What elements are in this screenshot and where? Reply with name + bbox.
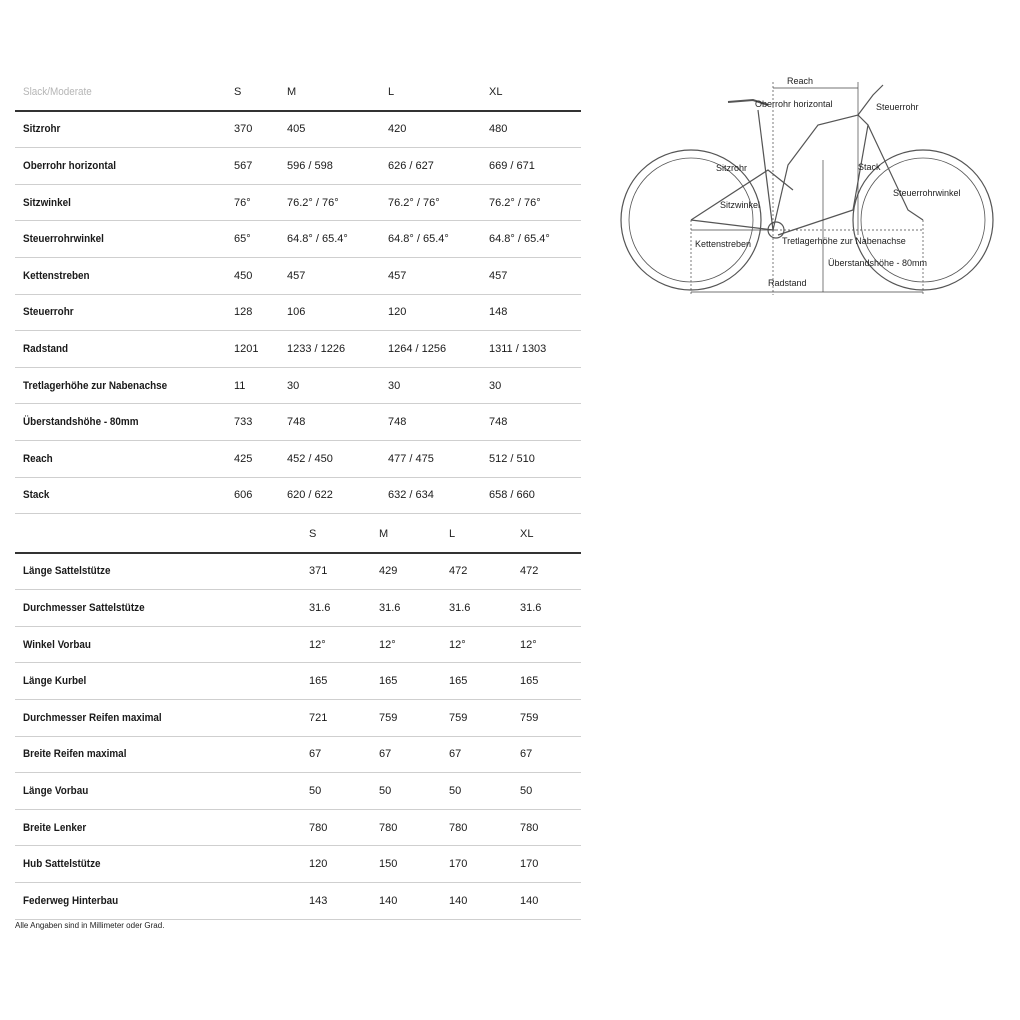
cell-value: 12° [449,638,466,651]
cell-value: 76.2° / 76° [388,196,440,209]
cell-value: 143 [309,894,328,907]
label-tretlager: Tretlagerhöhe zur Nabenachse [782,236,906,246]
cell-value: 606 [234,489,253,502]
cell-value: 106 [287,306,306,319]
row-label: Tretlagerhöhe zur Nabenachse [23,379,168,392]
row-label: Reach [23,452,53,465]
table-row [15,441,581,478]
cell-value: 632 / 634 [388,489,434,502]
label-radstand: Radstand [768,278,807,288]
label-sitzwinkel: Sitzwinkel [720,200,761,210]
row-label: Sitzrohr [23,123,61,136]
cell-value: 1201 [234,342,259,355]
cell-value: 425 [234,452,253,465]
cell-value: 721 [309,711,328,724]
fork [868,125,923,220]
label-steuerrohrwinkel: Steuerrohrwinkel [893,188,961,198]
table-row [15,846,581,883]
table-row [15,700,581,737]
label-ueberstand: Überstandshöhe - 80mm [828,258,928,268]
cell-value: 30 [287,379,300,392]
row-label: Länge Sattelstütze [23,565,111,578]
cell-value: 12° [309,638,326,651]
cell-value: 452 / 450 [287,452,333,465]
cell-value: 477 / 475 [388,452,434,465]
cell-value: 658 / 660 [489,489,535,502]
cell-value: 457 [489,269,508,282]
cell-value: 620 / 622 [287,489,333,502]
cell-value: 120 [309,858,328,871]
units-note: Alle Angaben sind in Millimeter oder Grad. [15,921,165,930]
cell-value: 31.6 [379,601,401,614]
row-label: Breite Reifen maximal [23,748,127,761]
row-label: Breite Lenker [23,821,87,834]
cell-value: 457 [388,269,407,282]
table-row [15,295,581,332]
bike-geometry-diagram [618,70,1000,300]
cell-value: 76.2° / 76° [489,196,541,209]
size-header-xl: XL [489,85,503,98]
cell-value: 371 [309,565,328,578]
cell-value: 669 / 671 [489,159,535,172]
cell-value: 30 [388,379,401,392]
table-row [15,810,581,847]
label-sitzrohr: Sitzrohr [716,163,748,173]
cell-value: 759 [449,711,468,724]
row-label: Durchmesser Sattelstütze [23,601,145,614]
row-label: Durchmesser Reifen maximal [23,711,162,724]
table-row [15,554,581,591]
components-table [15,516,581,920]
table-row [15,368,581,405]
label-reach: Reach [787,76,814,86]
cell-value: 67 [449,748,462,761]
size-header-m: M [287,85,297,98]
row-label: Überstandshöhe - 80mm [23,416,139,429]
table-row [15,404,581,441]
cell-value: 480 [489,123,508,136]
cell-value: 67 [520,748,533,761]
cell-value: 759 [520,711,539,724]
table-row [15,663,581,700]
cell-value: 626 / 627 [388,159,434,172]
cell-value: 50 [520,784,533,797]
cell-value: 128 [234,306,253,319]
cell-value: 50 [379,784,392,797]
row-label: Federweg Hinterbau [23,894,119,907]
size-header-l: L [388,85,395,98]
table-row [15,590,581,627]
table-row [15,258,581,295]
cell-value: 1264 / 1256 [388,342,447,355]
row-label: Steuerrohrwinkel [23,233,104,246]
cell-value: 11 [234,379,246,392]
cell-value: 472 [520,565,539,578]
row-label: Länge Vorbau [23,784,89,797]
size-header-m: M [379,527,389,540]
row-label: Steuerrohr [23,306,74,319]
cell-value: 140 [379,894,398,907]
cell-value: 1233 / 1226 [287,342,346,355]
cell-value: 67 [309,748,322,761]
cell-value: 596 / 598 [287,159,333,172]
cell-value: 429 [379,565,398,578]
cell-value: 457 [287,269,306,282]
cell-value: 64.8° / 65.4° [489,233,550,246]
cell-value: 31.6 [309,601,331,614]
cell-value: 759 [379,711,398,724]
cell-value: 150 [379,858,398,871]
row-label: Sitzwinkel [23,196,71,209]
size-header-l: L [449,527,456,540]
cell-value: 76° [234,196,251,209]
cell-value: 512 / 510 [489,452,535,465]
cell-value: 420 [388,123,407,136]
label-steuerrohr: Steuerrohr [876,102,919,112]
label-kettenstreben: Kettenstreben [695,239,752,249]
cell-value: 120 [388,306,407,319]
table-row [15,112,581,149]
cell-value: 50 [309,784,322,797]
cell-value: 64.8° / 65.4° [287,233,348,246]
cell-value: 405 [287,123,306,136]
table-row [15,185,581,222]
cell-value: 165 [379,675,398,688]
label-oberrohr: Oberrohr horizontal [755,99,833,109]
row-label: Radstand [23,342,69,355]
row-label: Länge Kurbel [23,675,87,688]
cell-value: 472 [449,565,468,578]
cell-value: 780 [309,821,328,834]
frame-outline [691,115,868,235]
cell-value: 780 [520,821,539,834]
table-row [15,148,581,185]
cell-value: 450 [234,269,253,282]
cell-value: 1311 / 1303 [489,342,547,355]
cell-value: 170 [520,858,539,871]
table-row [15,773,581,810]
cell-value: 165 [309,675,328,688]
row-label: Stack [23,489,50,502]
geometry-table [15,74,581,514]
cell-value: 165 [520,675,539,688]
label-stack: Stack [858,162,881,172]
cell-value: 170 [449,858,468,871]
cell-value: 76.2° / 76° [287,196,339,209]
cell-value: 140 [520,894,539,907]
cell-value: 748 [287,416,306,429]
table-row [15,221,581,258]
row-label: Winkel Vorbau [23,638,91,651]
cell-value: 165 [449,675,468,688]
cell-value: 12° [520,638,537,651]
cell-value: 748 [388,416,407,429]
cell-value: 30 [489,379,502,392]
cell-value: 12° [379,638,396,651]
cell-value: 148 [489,306,508,319]
table-header [15,516,581,554]
cell-value: 370 [234,123,253,136]
table-row [15,883,581,920]
cell-value: 67 [379,748,392,761]
row-label: Kettenstreben [23,269,90,282]
table-row [15,331,581,368]
table-caption: Slack/Moderate [23,85,92,98]
cell-value: 748 [489,416,508,429]
size-header-s: S [234,85,242,98]
cell-value: 567 [234,159,253,172]
table-row [15,478,581,515]
size-header-xl: XL [520,527,534,540]
row-label: Oberrohr horizontal [23,159,116,172]
size-header-s: S [309,527,317,540]
cell-value: 31.6 [520,601,542,614]
table-header [15,74,581,112]
cell-value: 733 [234,416,253,429]
cell-value: 780 [379,821,398,834]
cell-value: 64.8° / 65.4° [388,233,449,246]
table-row [15,627,581,664]
cell-value: 50 [449,784,462,797]
cell-value: 780 [449,821,468,834]
cell-value: 65° [234,233,251,246]
row-label: Hub Sattelstütze [23,858,101,871]
table-row [15,737,581,774]
cell-value: 140 [449,894,468,907]
cell-value: 31.6 [449,601,471,614]
